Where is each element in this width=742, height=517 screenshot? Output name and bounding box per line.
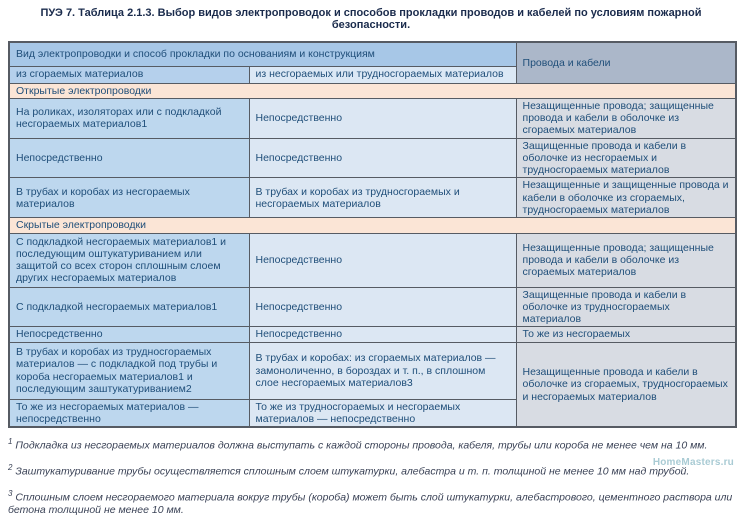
table-row: [9, 327, 736, 342]
footnote-3: [8, 489, 734, 517]
cell-base-combustible: В трубах и коробах из несгораемых материалов: [9, 178, 249, 218]
site-watermark: HomeMasters.ru: [652, 457, 734, 468]
header-cell-wires-cables: Провода и кабели: [516, 42, 736, 83]
cell-base-noncombustible: В трубах и коробах из трудносгораемых и несгораемых материалов: [249, 178, 516, 218]
cell-base-noncombustible: Непосредственно: [249, 98, 516, 138]
table-row: [9, 342, 736, 399]
cell-base-noncombustible: Непосредственно: [249, 287, 516, 327]
header-row-1: [9, 42, 736, 66]
section-title-open-wiring: Открытые электропроводки: [9, 83, 736, 98]
footnote-1: [8, 437, 734, 453]
cell-wires-cables: То же из несгораемых: [516, 327, 736, 342]
header-cell-wiring-type: Вид электропроводки и способ прокладки по основаниям и конструкциям: [9, 42, 516, 66]
cell-wires-cables: Незащищенные и защищенные провода и кабели в оболочке из сгораемых, трудносгораемых материалов: [516, 178, 736, 218]
table-row: [9, 138, 736, 178]
section-row-hidden: [9, 218, 736, 233]
cell-wires-cables: Защищенные провода и кабели в оболочке из несгораемых и трудносгораемых материалов: [516, 138, 736, 178]
footnote-2: [8, 463, 734, 479]
cell-base-combustible: С подкладкой несгораемых материалов1: [9, 287, 249, 327]
footnote-1-marker: 1: [8, 437, 13, 447]
footnote-3-marker: 3: [8, 488, 13, 498]
cell-wires-cables: Незащищенные провода; защищенные провода и кабели в оболочке из сгораемых материалов: [516, 233, 736, 287]
cell-base-combustible: С подкладкой несгораемых материалов1 и последующим оштукатуриванием или защитой со всех сторон сплошным слоем других несгораемых материалов: [9, 233, 249, 287]
header-cell-combustible: из сгораемых материалов: [9, 66, 249, 83]
cell-base-combustible: В трубах и коробах из трудносгораемых материалов — с подкладкой под трубы и короба несгораемых материалов1 и последующим заштукатуриванием2: [9, 342, 249, 399]
cell-base-noncombustible: В трубах и коробах: из сгораемых материалов — замоноличенно, в бороздах и т. п., в сплошном слое несгораемых материалов3: [249, 342, 516, 399]
cell-base-combustible: На роликах, изоляторах или с подкладкой несгораемых материалов1: [9, 98, 249, 138]
table-row: [9, 178, 736, 218]
table-row: [9, 98, 736, 138]
section-row-open: [9, 83, 736, 98]
cell-base-noncombustible: Непосредственно: [249, 233, 516, 287]
cell-wires-cables: Незащищенные провода; защищенные провода и кабели в оболочке из сгораемых материалов: [516, 98, 736, 138]
table-row: [9, 287, 736, 327]
table-row: [9, 233, 736, 287]
cell-base-combustible: Непосредственно: [9, 138, 249, 178]
cell-base-noncombustible: Непосредственно: [249, 138, 516, 178]
footnote-3-text: Сплошным слоем несгораемого материала вокруг трубы (короба) может быть слой штукатурки, алебастрового, цементного раствора или бетона толщиной не менее 10 мм.: [8, 491, 733, 517]
footnote-2-text: Заштукатуривание трубы осуществляется сплошным слоем штукатурки, алебастра и т. п. толщиной не менее 10 мм над трубой.: [15, 465, 690, 478]
cell-base-noncombustible: То же из трудносгораемых и несгораемых материалов — непосредственно: [249, 399, 516, 427]
footnote-2-marker: 2: [8, 462, 13, 472]
section-title-hidden-wiring: Скрытые электропроводки: [9, 218, 736, 233]
wiring-selection-table: [8, 41, 737, 428]
table-title: ПУЭ 7. Таблица 2.1.3. Выбор видов электропроводок и способов прокладки проводов и кабелей по условиям пожарной безопасности.: [40, 7, 702, 31]
cell-base-noncombustible: Непосредственно: [249, 327, 516, 342]
footnotes-block: [8, 437, 734, 517]
cell-wires-cables-merged: Незащищенные провода и кабели в оболочке из сгораемых, трудносгораемых и несгораемых материалов: [516, 342, 736, 427]
footnote-1-text: Подкладка из несгораемых материалов должна выступать с каждой стороны провода, кабеля, трубы или короба не менее чем на 10 мм.: [15, 439, 708, 452]
cell-base-combustible: Непосредственно: [9, 327, 249, 342]
cell-wires-cables: Защищенные провода и кабели в оболочке из трудносгораемых материалов: [516, 287, 736, 327]
header-cell-noncombustible: из несгораемых или трудносгораемых материалов: [249, 66, 516, 83]
cell-base-combustible: То же из несгораемых материалов — непосредственно: [9, 399, 249, 427]
